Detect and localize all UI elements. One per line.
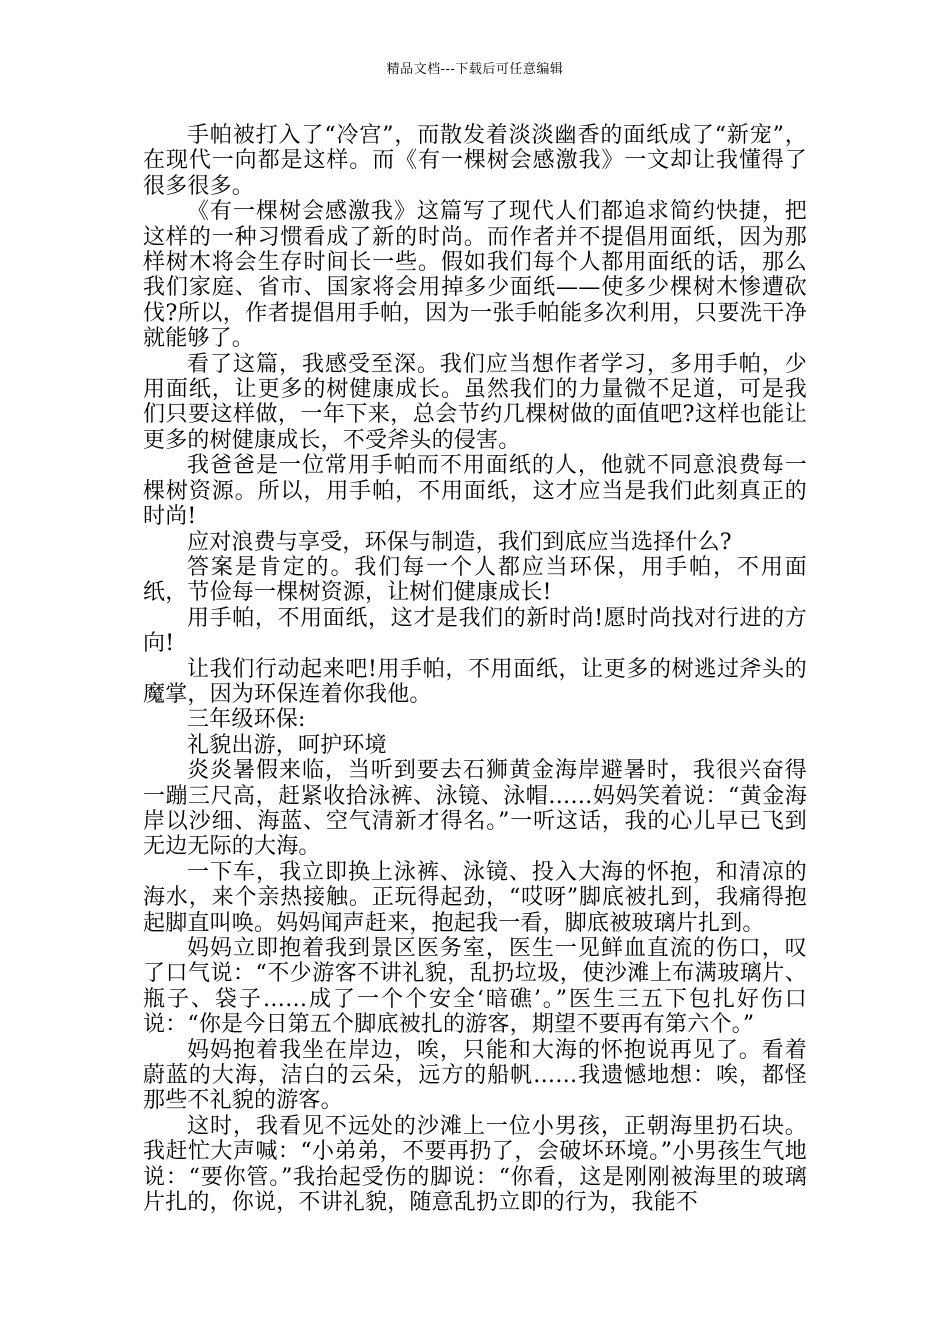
paragraph: 手帕被打入了“冷宫”，而散发着淡淡幽香的面纸成了“新宠”，在现代一向都是这样。而《有一棵树会感激我》一文却让我懂得了很多很多。: [143, 123, 807, 199]
paragraph: 应对浪费与享受，环保与制造，我们到底应当选择什么?: [187, 529, 732, 555]
paragraph: 我爸爸是一位常用手帕而不用面纸的人，他就不同意浪费每一棵树资源。所以，用手帕，不用面纸，这才应当是我们此刻真正的时尚!: [143, 453, 807, 530]
paragraph: 一下车，我立即换上泳裤、泳镜、投入大海的怀抱，和清凉的海水，来个亲热接触。正玩得起劲，“哎呀”脚底被扎到，我痛得抱起脚直叫唤。妈妈闻声赶来，抱起我一看，脚底被玻璃片扎到。: [143, 859, 807, 936]
paragraph: 妈妈立即抱着我到景区医务室，医生一见鲜血直流的伤口，叹了口气说：“不少游客不讲礼貌，乱扔垃圾，使沙滩上布满玻璃片、瓶子、袋子……成了一个个安全‘暗礁’。”医生三五下包扎好伤口说：“你是今日第五个脚底被扎的游客，期望不要再有第六个。”: [143, 936, 807, 1038]
paragraph: 用手帕，不用面纸，这才是我们的新时尚!愿时尚找对行进的方向!: [143, 605, 807, 657]
paragraph: 看了这篇，我感受至深。我们应当想作者学习，多用手帕，少用面纸，让更多的树健康成长。虽然我们的力量微不足道，可是我们只要这样做，一年下来，总会节约几棵树做的面值吧?这样也能让更多的树健康成长，不受斧头的侵害。: [143, 351, 807, 453]
paragraph: 《有一棵树会感激我》这篇写了现代人们都追求简约快捷，把这样的一种习惯看成了新的时尚。而作者并不提倡用面纸，因为那样树木将会生存时间长一些。假如我们每个人都用面纸的话，那么我们家庭、省市、国家将会用掉多少面纸——使多少棵树木惨遭砍伐?所以，作者提倡用手帕，因为一张手帕能多次利用，只要洗干净就能够了。: [143, 199, 807, 352]
section-label: 三年级环保:: [187, 707, 306, 733]
paragraph: 让我们行动起来吧!用手帕，不用面纸，让更多的树逃过斧头的魔掌，因为环保连着你我他。: [143, 656, 807, 707]
paragraph: 答案是肯定的。我们每一个人都应当环保，用手帕，不用面纸，节俭每一棵树资源，让树们健康成长!: [143, 554, 807, 606]
paragraph: 这时，我看见不远处的沙滩上一位小男孩，正朝海里扔石块。我赶忙大声喊：“小弟弟，不要再扔了，会破坏环境。”小男孩生气地说：“要你管。”我抬起受伤的脚说：“你看，这是刚刚被海里的玻璃片扎的，你说，不讲礼貌，随意乱扔立即的行为，我能不: [143, 1113, 807, 1216]
paragraph: 炎炎暑假来临，当听到要去石狮黄金海岸避暑时，我很兴奋得一蹦三尺高，赶紧收拾泳裤、泳镜、泳帽……妈妈笑着说：“黄金海岸以沙细、海蓝、空气清新才得名。”一听这话，我的心儿早已飞到无边无际的大海。: [143, 758, 807, 860]
document-body: [143, 123, 807, 1215]
page-header: 精品文档---下载后可任意编辑: [386, 62, 564, 77]
section-title: 礼貌出游，呵护环境: [187, 732, 387, 758]
paragraph: 妈妈抱着我坐在岸边，唉，只能和大海的怀抱说再见了。看着蔚蓝的大海，洁白的云朵，远方的船帆……我遗憾地想：唉，都怪那些不礼貌的游客。: [143, 1037, 807, 1114]
